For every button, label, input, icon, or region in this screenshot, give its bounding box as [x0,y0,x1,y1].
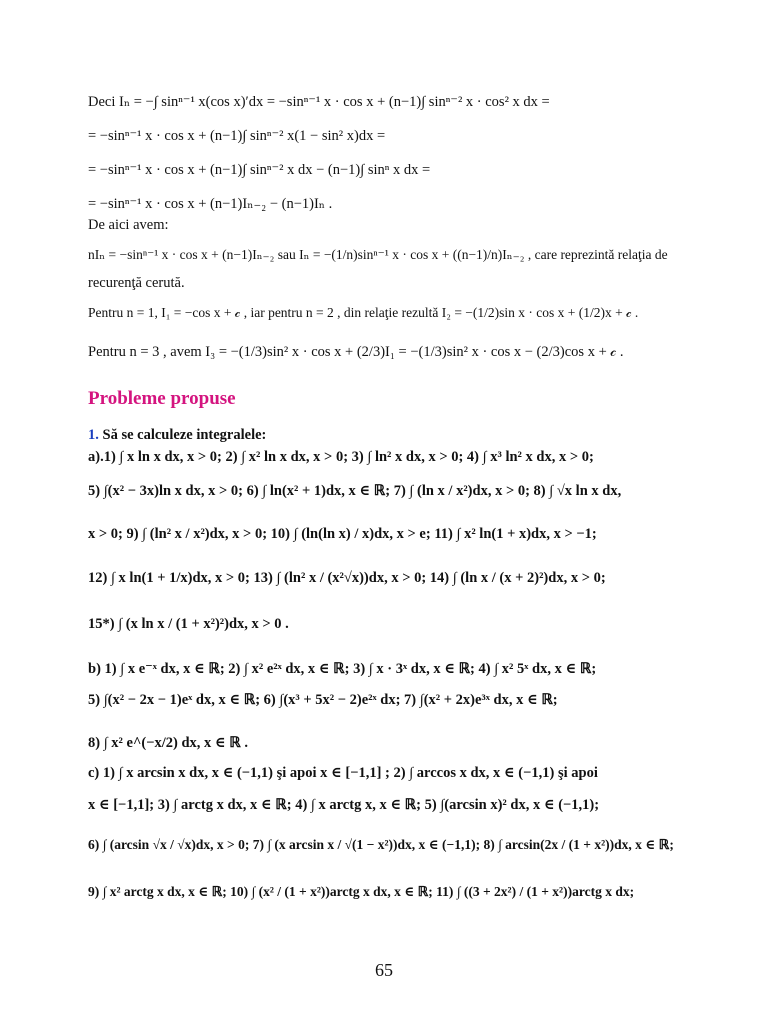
page-number: 65 [375,960,393,980]
derivation-line-3: = −sinⁿ⁻¹ x · cos x + (n−1)∫ sinⁿ⁻² x dx − (n−1)∫ sinⁿ x dx = [88,162,431,178]
derivation-line-7: recurenţă cerută. [88,275,185,291]
case-n3: Pentru n = 3 , avem I₃ = −(1/3)sin² x · cos x + (2/3)I₁ = −(1/3)sin² x · cos x − (2/3)cos x + 𝒸 . [88,344,624,360]
exercise-c-4: 9) ∫ x² arctg x dx, x ∈ ℝ; 10) ∫ (x² / (1 + x²))arctg x dx, x ∈ ℝ; 11) ∫ ((3 + 2x²) / (1 + x²))arctg x dx; [88,884,635,899]
problem-heading [88,425,716,445]
exercise-c-3: 6) ∫ (arcsin √x / √x)dx, x > 0; 7) ∫ (x arcsin x / √(1 − x²))dx, x ∈ (−1,1); 8) ∫ arcsin(2x / (1 + x²))dx, x ∈ ℝ; [88,837,674,852]
exercise-b-1: b) 1) ∫ x e⁻ˣ dx, x ∈ ℝ; 2) ∫ x² e²ˣ dx, x ∈ ℝ; 3) ∫ x · 3ˣ dx, x ∈ ℝ; 4) ∫ x² 5ˣ dx, x ∈ ℝ; [88,661,597,677]
derivation-line-4: = −sinⁿ⁻¹ x · cos x + (n−1)Iₙ₋₂ − (n−1)Iₙ . [88,196,333,212]
exercise-a-1: a).1) ∫ x ln x dx, x > 0; 2) ∫ x² ln x dx, x > 0; 3) ∫ ln² x dx, x > 0; 4) ∫ x³ ln² x dx, x > 0; [88,449,594,465]
problem-text: Să se calculeze integralele: [102,427,267,443]
exercise-b-2: 5) ∫(x² − 2x − 1)eˣ dx, x ∈ ℝ; 6) ∫(x³ + 5x² − 2)e²ˣ dx; 7) ∫(x² + 2x)e³ˣ dx, x ∈ ℝ; [88,692,558,708]
exercise-c-2: x ∈ [−1,1]; 3) ∫ arctg x dx, x ∈ ℝ; 4) ∫ x arctg x, x ∈ ℝ; 5) ∫(arcsin x)² dx, x ∈ (−1,1); [88,797,600,813]
exercise-a-2: 5) ∫(x² − 3x)ln x dx, x > 0; 6) ∫ ln(x² + 1)dx, x ∈ ℝ; 7) ∫ (ln x / x²)dx, x > 0; 8) ∫ √x ln x dx, [88,483,622,499]
derivation-line-2: = −sinⁿ⁻¹ x · cos x + (n−1)∫ sinⁿ⁻² x(1 − sin² x)dx = [88,128,386,144]
recurrence-relation: nIₙ = −sinⁿ⁻¹ x · cos x + (n−1)Iₙ₋₂ sau Iₙ = −(1/n)sinⁿ⁻¹ x · cos x + ((n−1)/n)Iₙ₋₂ , care reprezintă relaţia de [88,247,668,262]
exercise-b-3: 8) ∫ x² e^(−x/2) dx, x ∈ ℝ . [88,735,248,751]
exercise-a-5: 15*) ∫ (x ln x / (1 + x²)²)dx, x > 0 . [88,616,289,632]
exercise-c-1: c) 1) ∫ x arcsin x dx, x ∈ (−1,1) şi apoi x ∈ [−1,1] ; 2) ∫ arccos x dx, x ∈ (−1,1) şi apoi [88,765,598,781]
derivation-line-5: De aici avem: [88,217,169,233]
derivation-line-1: Deci Iₙ = −∫ sinⁿ⁻¹ x(cos x)′dx = −sinⁿ⁻¹ x · cos x + (n−1)∫ sinⁿ⁻² x · cos² x dx = [88,94,550,110]
exercise-a-3: x > 0; 9) ∫ (ln² x / x²)dx, x > 0; 10) ∫ (ln(ln x) / x)dx, x > e; 11) ∫ x² ln(1 + x)dx, x > −1; [88,526,597,542]
exercise-a-4: 12) ∫ x ln(1 + 1/x)dx, x > 0; 13) ∫ (ln² x / (x²√x))dx, x > 0; 14) ∫ (ln x / (x + 2)²)dx, x > 0; [88,570,606,586]
section-title: Probleme propuse [88,388,236,409]
problem-number: 1. [88,427,99,443]
case-n1-n2: Pentru n = 1, I₁ = −cos x + 𝒸 , iar pentru n = 2 , din relaţie rezultă I₂ = −(1/2)sin x · cos x + (1/2)x + 𝒸 . [88,305,639,320]
